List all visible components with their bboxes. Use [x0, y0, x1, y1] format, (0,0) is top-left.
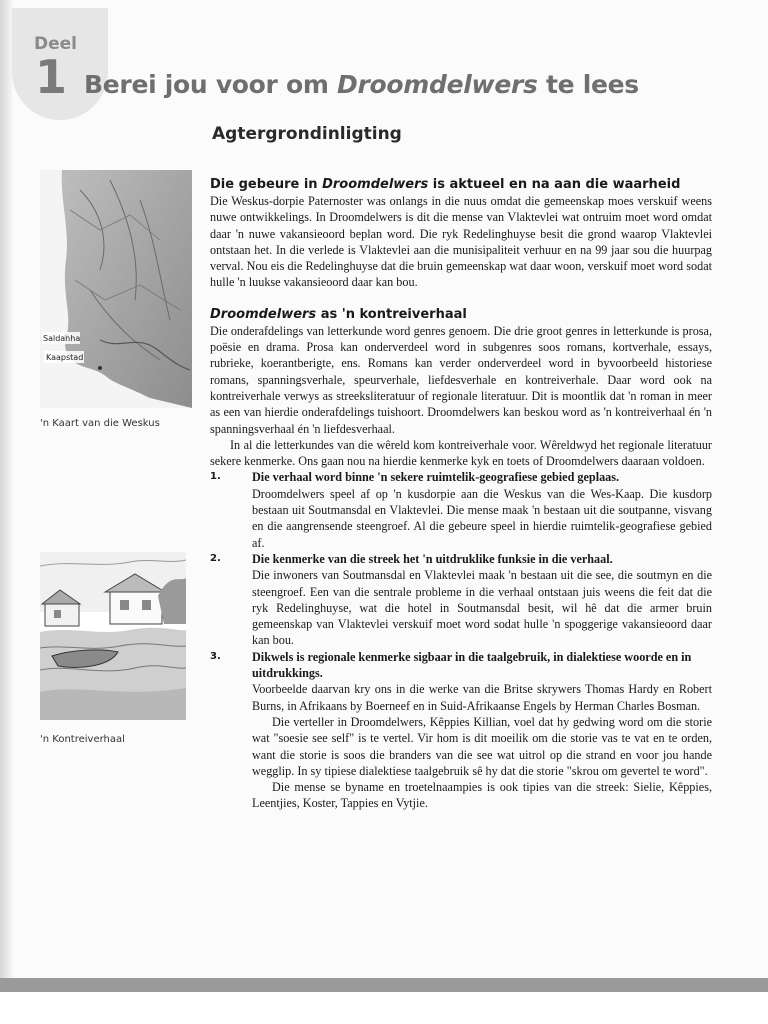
section2-heading-post: as 'n kontreiverhaal [316, 306, 467, 322]
list-item-body-text: Die inwoners van Soutmansdal en Vlaktevlei maak 'n bestaan uit die see, die soutmyn en die steengroef. Een van die sentrale probleme in die verhaal ontstaan juis weens die feit dat die ryk Redelinghuyse, wat die hotel in Soutmansdal besit, wil hê dat die armer bruin gemeenskap van Vlaktevlei verskuif moet word sodat hulle 'n spoggerige vakansieoord daar kan bou. [252, 568, 712, 648]
list-item-number: 1. [210, 471, 221, 483]
section1-heading-book: Droomdelwers [322, 177, 429, 192]
list-item-body-text-3: Die mense se byname en troetelnaampies is ook tipies van die streek: Sielie, Kêppies, Leentjies, Koster, Tappies en Vytjie. [252, 780, 712, 811]
list-item-body [252, 567, 712, 648]
list-item-lead: Die kenmerke van die streek het 'n uitdruklike funksie in die verhaal. [252, 551, 613, 566]
title-pre: Berei jou voor om [84, 70, 338, 99]
list-item-body-text: Voorbeelde daarvan kry ons in die werke van die Britse skrywers Thomas Hardy en Robert Burns, in Afrikaans by Boerneef en in Suid-Afrikaanse Engels by Herman Charles Bosman. [252, 682, 712, 713]
list-item-lead: Dikwels is regionale kenmerke sigbaar in die taalgebruik, in dialektiese woorde en in uitdrukkings. [252, 649, 692, 681]
list-item-body [252, 486, 712, 551]
map-figure [40, 170, 192, 408]
illustration-caption: 'n Kontreiverhaal [40, 734, 125, 745]
section1-heading-post: is aktueel en na aan die waarheid [428, 177, 681, 192]
page-bottom-edge [0, 978, 768, 992]
part-number: 1 [35, 50, 68, 104]
map-caption: 'n Kaart van die Weskus [40, 418, 160, 429]
list-item [210, 551, 712, 649]
section2-heading-book: Droomdelwers [210, 306, 317, 322]
section2-body2: In al die letterkundes van die wêreld kom kontreiverhale voor. Wêreldwyd het regionale literatuur sekere kenmerke. Ons gaan nou na hierdie kenmerke kyk en toets of Droomdelwers daaraan voldoen. [210, 437, 712, 469]
list-item-lead: Die verhaal word binne 'n sekere ruimtelik-geografiese gebied geplaas. [252, 470, 620, 485]
list-item [210, 649, 712, 812]
title-book: Droomdelwers [337, 70, 538, 99]
map-label-kaapstad: Kaapstad [46, 353, 84, 362]
page-edge-shadow [0, 0, 12, 1024]
list-item-body-text: Droomdelwers speel af op 'n kusdorpie aan die Weskus van die Wes-Kaap. Die kusdorp bestaan uit Soutmansdal en Vlaktevlei. Die mense maak 'n bestaan uit die soutpanne, visvang en die aangrensende steengroef. Al die gebeure speel in hierdie ruimtelik-geografiese gebied af. [252, 486, 712, 550]
main-content [210, 176, 712, 812]
list-item-number: 3. [210, 650, 221, 662]
map-label-saldanha: Saldanha [43, 334, 81, 343]
section-gap [210, 291, 712, 306]
village-illustration [40, 552, 186, 720]
characteristics-list [210, 469, 712, 811]
list-item-number: 2. [210, 552, 221, 564]
scan-background [0, 992, 768, 1024]
illustration-figure [40, 552, 186, 720]
section1-heading [210, 176, 712, 193]
section-subtitle: Agtergrondinligting [212, 124, 402, 144]
section1-body: Die Weskus-dorpie Paternoster was onlangs in die nuus omdat die gemeenskap moes verskuif weens nuwe ontwikkelings. In Droomdelwers is dit die mense van Vlaktevlei wat ontruim moet word omdat daar 'n nuwe vakansieoord beplan word. Die ryk Redelinghuyse besit die grond waarop Vlaktevlei ontstaan het. In die verlede is Vlaktevlei aan die munisipaliteit verhuur en na 99 jaar sou die huurpag verval. Nou eis die Redelinghuyse dat die bruin gemeenskap wat daar woon, verskuif moet word sodat hulle 'n luukse vakansieoord daar kan bou. [210, 194, 712, 290]
list-item [210, 469, 712, 550]
part-label: Deel [34, 34, 77, 54]
section2-body1: Die onderafdelings van letterkunde word genres genoem. Die drie groot genres in letterkunde is prosa, poësie en drama. Prosa kan onderverdeel word in subgenres soos romans, kortverhale, essays, rubrieke, koerantberigte, ens. Romans kan verder onderverdeel word in byvoorbeeld historiese romans, spanningsverhale, speurverhale, liefdesverhale en kontreiverhale. Daar word ook na kontreiverhale verwys as streeksliteratuur of regionale literatuur. Dit is moontlik dat 'n roman in meer as een van hierdie onderafdelings tuishoort. Droomdelwers kan beskou word as 'n kontreiverhaal én 'n spanningsverhaal én 'n liefdesverhaal. [210, 323, 712, 436]
section1-heading-pre: Die gebeure in [210, 177, 323, 192]
page-title [84, 70, 639, 99]
title-post: te lees [537, 70, 639, 99]
map-image [40, 170, 192, 408]
list-item-body [252, 681, 712, 811]
list-item-body-text-2: Die verteller in Droomdelwers, Kêppies Killian, voel dat hy gedwing word om die storie wat "soesie see self" is te vertel. Vir hom is dit moeilik om die storie vas te vat en te orden, want die storie is soos die branders van die see wat uitrol op die strand en voor jou hande wegglip. In sy tipiese dialektiese taalgebruik sê hy dat die storie "skrou om gevertel te word". [252, 714, 712, 778]
section2-heading [210, 306, 712, 323]
